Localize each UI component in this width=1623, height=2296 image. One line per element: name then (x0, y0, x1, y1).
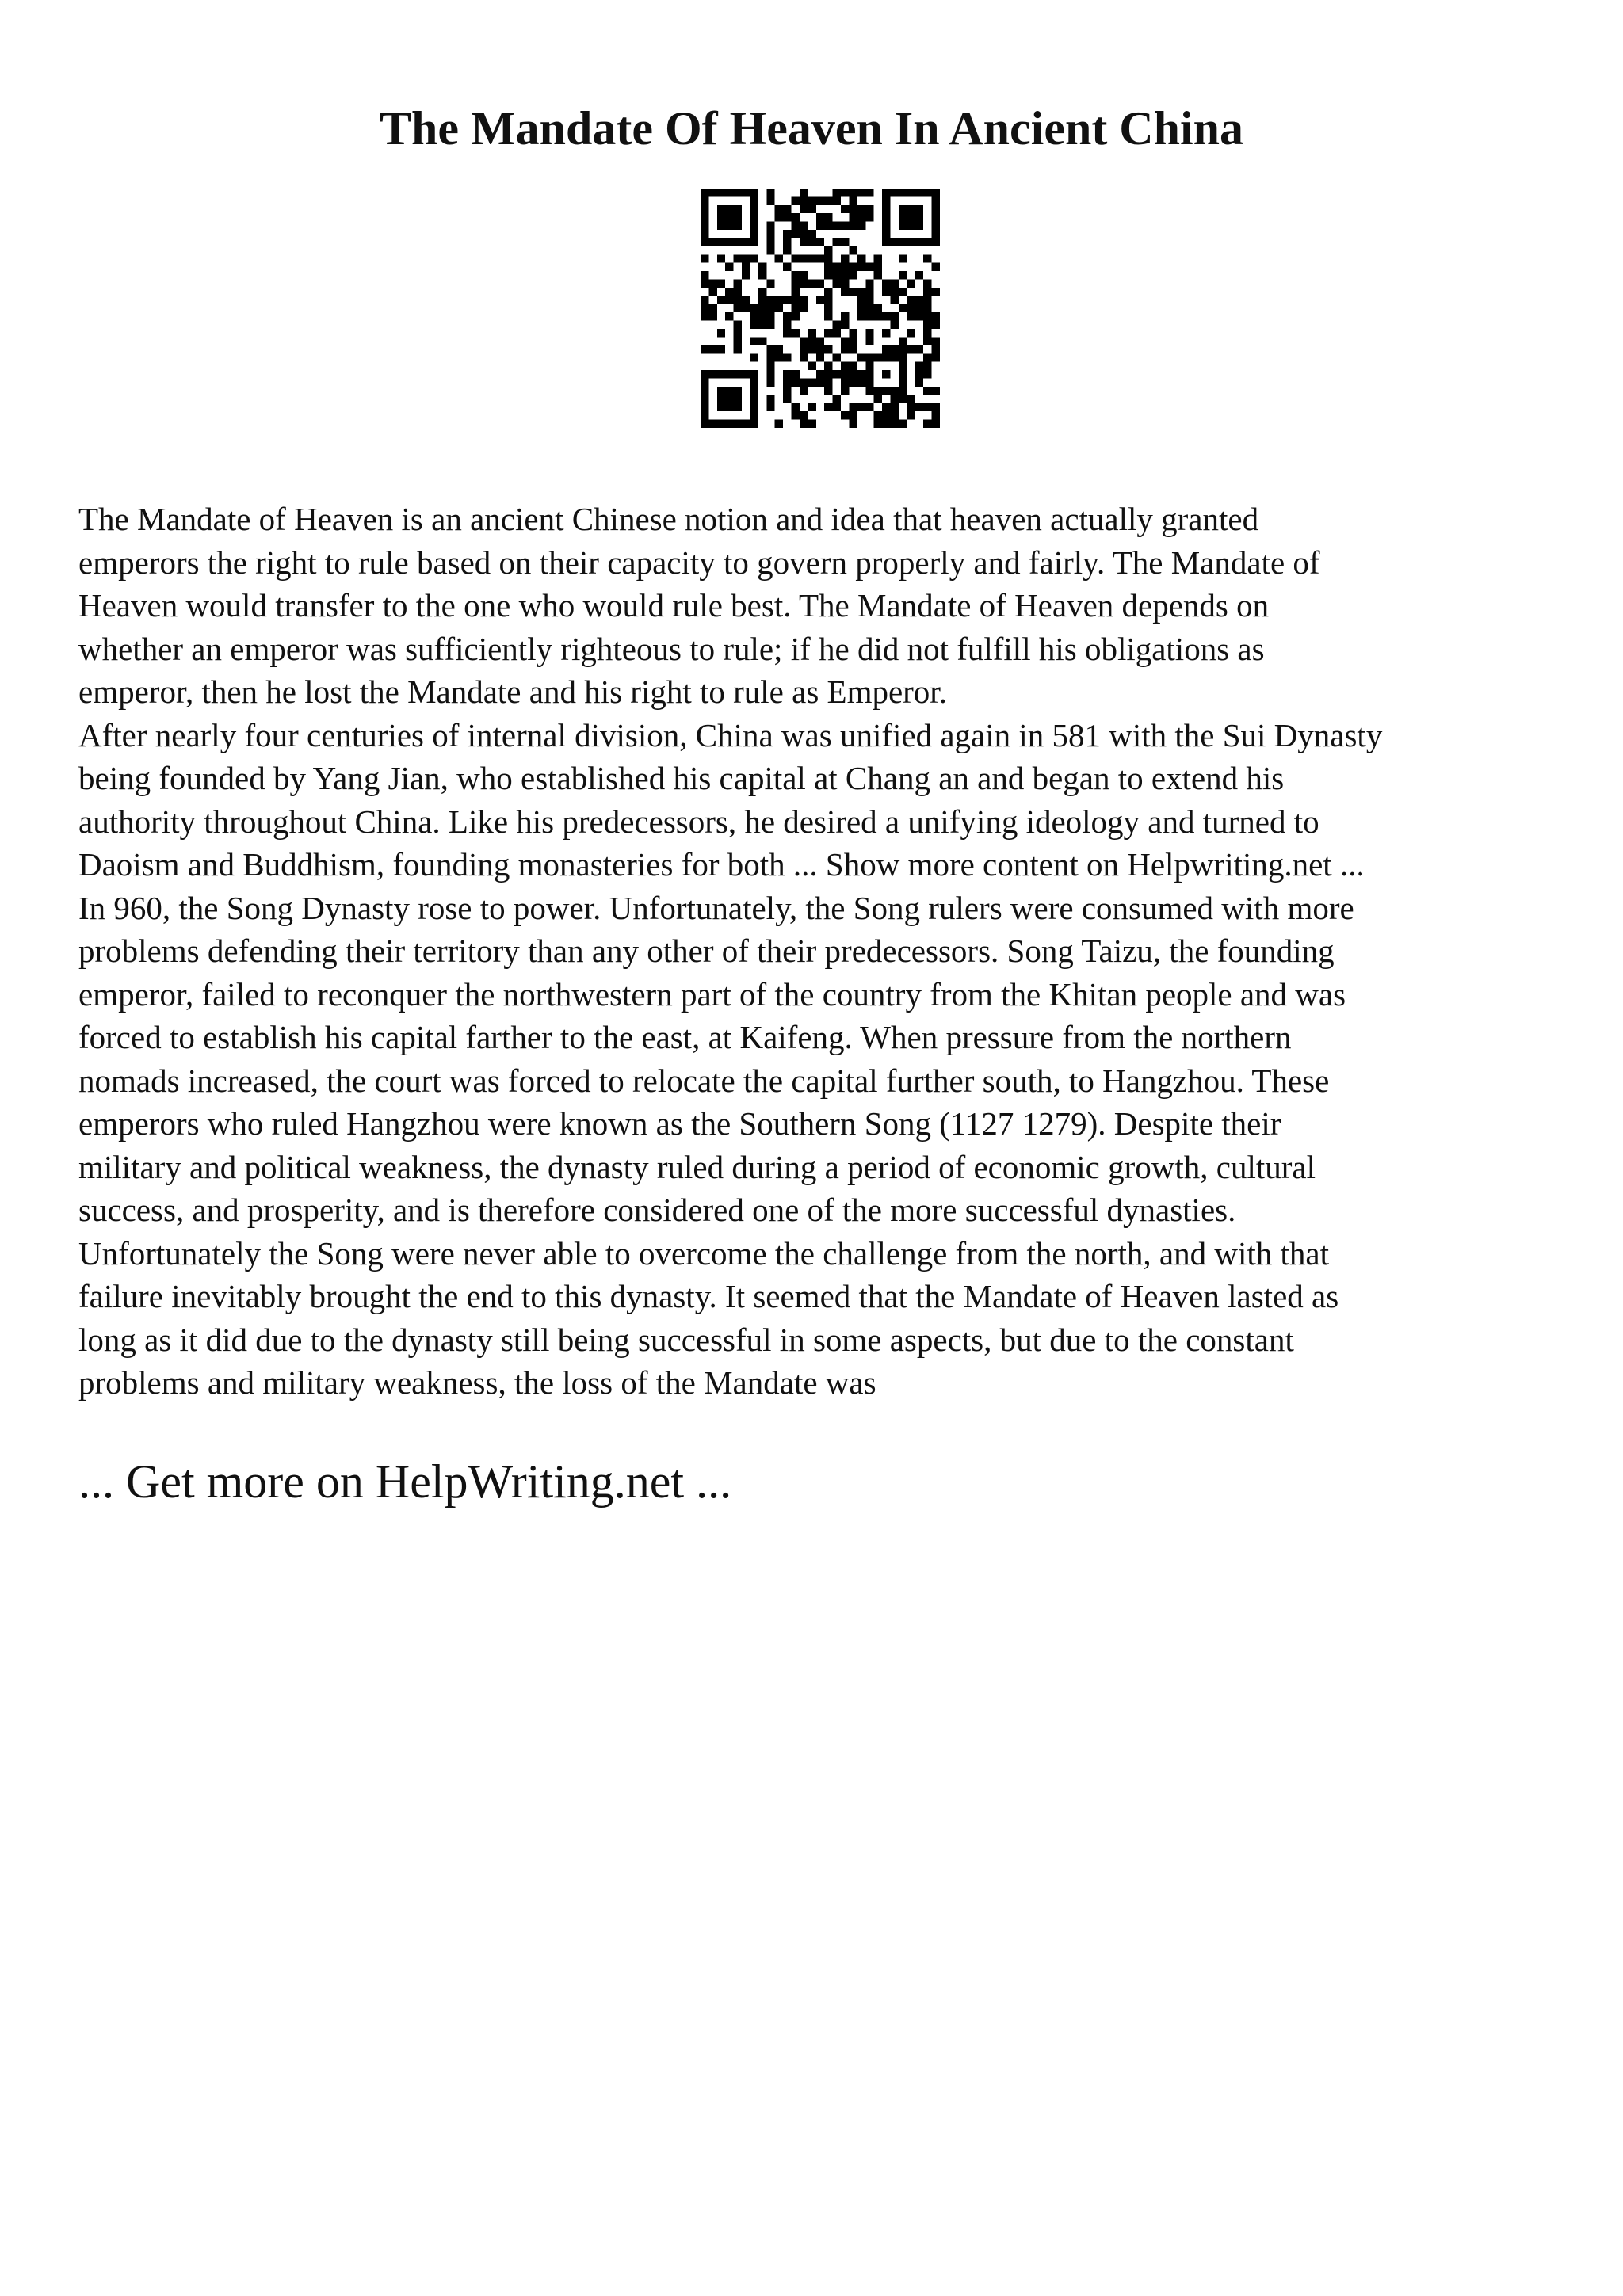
body-line: emperor, failed to reconquer the northwestern part of the country from the Khitan people and was (78, 975, 1346, 1013)
qr-code-icon[interactable] (701, 189, 940, 428)
body-line: In 960, the Song Dynasty rose to power. Unfortunately, the Song rulers were consumed with more (78, 889, 1354, 926)
body-line: emperors the right to rule based on their capacity to govern properly and fairly. The Mandate of (78, 543, 1320, 581)
body-line: forced to establish his capital farther to the east, at Kaifeng. When pressure from the northern (78, 1019, 1292, 1055)
body-line: emperors who ruled Hangzhou were known as the Southern Song (1127 1279). Despite their (78, 1105, 1281, 1142)
qr-code-graphic (701, 189, 940, 428)
body-line: problems defending their territory than any other of their predecessors. Song Taizu, the founding (78, 933, 1335, 969)
body-line: whether an emperor was sufficiently righteous to rule; if he did not fulfill his obligations as (78, 630, 1265, 667)
body-line: emperor, then he lost the Mandate and his right to rule as Emperor. (78, 673, 947, 710)
body-line: Heaven would transfer to the one who would rule best. The Mandate of Heaven depends on (78, 587, 1270, 624)
essay-body (78, 498, 1568, 1405)
body-line: problems and military weakness, the loss of the Mandate was (78, 1364, 876, 1401)
body-line: After nearly four centuries of internal division, China was unified again in 581 with the Sui Dynasty (78, 716, 1383, 753)
body-line: The Mandate of Heaven is an ancient Chinese notion and idea that heaven actually granted (78, 501, 1259, 537)
body-line: failure inevitably brought the end to this dynasty. It seemed that the Mandate of Heaven lasted as (78, 1278, 1339, 1314)
body-line: Unfortunately the Song were never able to overcome the challenge from the north, and with that (78, 1234, 1329, 1272)
page-title: The Mandate Of Heaven In Ancient China (379, 102, 1244, 154)
body-line: authority throughout China. Like his predecessors, he desired a unifying ideology and turned to (78, 803, 1319, 840)
body-line: being founded by Yang Jian, who established his capital at Chang an and began to extend his (78, 760, 1285, 796)
body-line: nomads increased, the court was forced to relocate the capital further south, to Hangzhou. These (78, 1062, 1330, 1099)
body-line: military and political weakness, the dynasty ruled during a period of economic growth, cultural (78, 1148, 1316, 1185)
get-more-link[interactable]: ... Get more on HelpWriting.net ... (78, 1455, 732, 1508)
body-line: long as it did due to the dynasty still being successful in some aspects, but due to the constant (78, 1321, 1294, 1358)
body-line: success, and prosperity, and is therefore considered one of the more successful dynasties. (78, 1192, 1236, 1228)
body-line: Daoism and Buddhism, founding monasteries for both ... Show more content on Helpwriting.net ... (78, 846, 1365, 883)
